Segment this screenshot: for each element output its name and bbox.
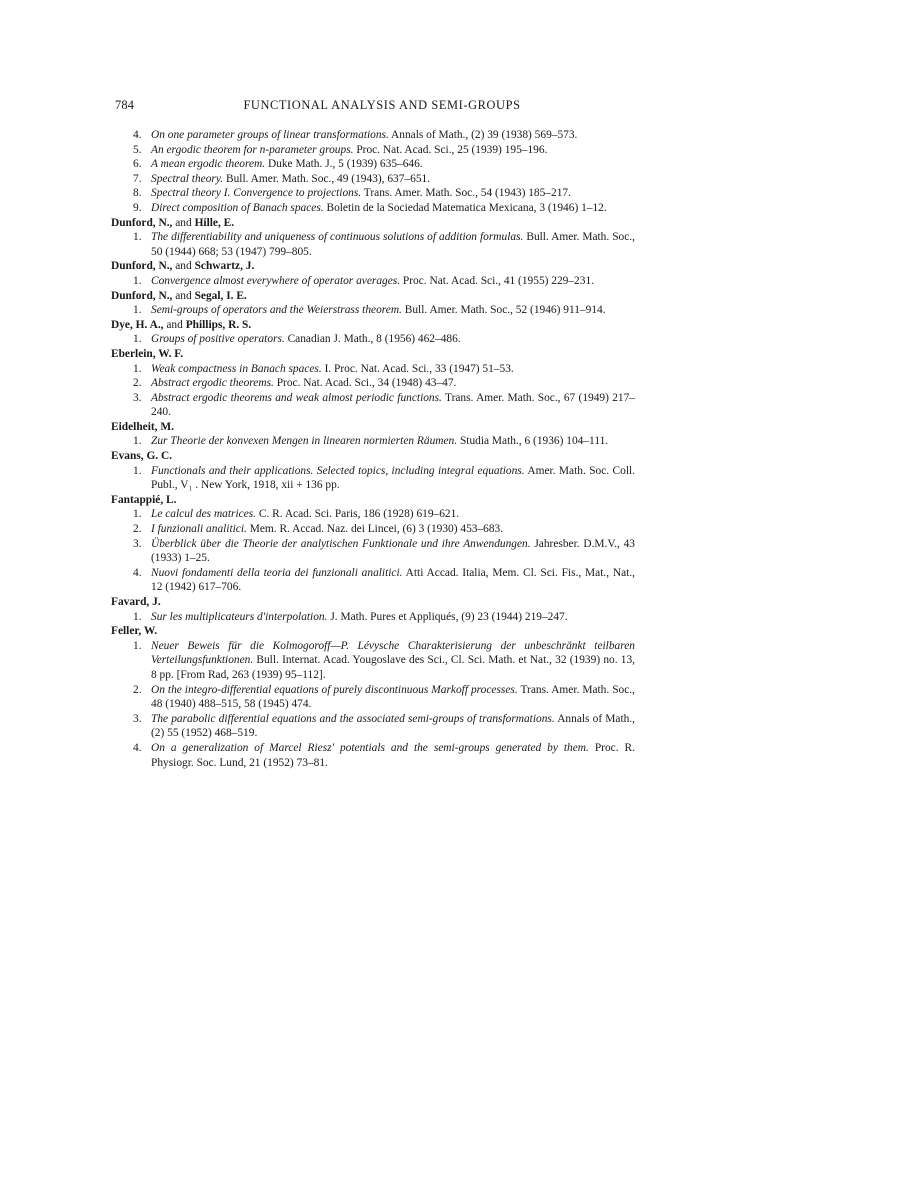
reference-details: I. Proc. Nat. Acad. Sci., 33 (1947) 51–53.	[321, 362, 514, 375]
author-block	[111, 595, 635, 624]
reference-number: 1.	[133, 508, 142, 521]
author-name: Dunford, N.,	[111, 260, 173, 273]
author-conjunction: and	[172, 216, 195, 229]
author-block	[111, 624, 635, 770]
reference-number: 2.	[133, 377, 142, 390]
author-list	[111, 216, 635, 771]
reference-entry	[111, 507, 635, 522]
page-number: 784	[115, 98, 135, 112]
author-heading	[111, 493, 635, 508]
reference-title: On a generalization of Marcel Riesz' potentials and the semi-groups generated by them.	[151, 741, 589, 754]
reference-number: 1.	[133, 464, 142, 477]
reference-number: 4.	[133, 129, 142, 141]
reference-details: Boletin de la Sociedad Matematica Mexicana, 3 (1946) 1–12.	[323, 201, 607, 214]
reference-details: Bull. Internat. Acad. Yougoslave des Sci., Cl. Sci. Math. et Nat., 32 (1939) no. 13, 8 pp. [From Rad, 263 (1939) 95–112].	[151, 654, 635, 681]
reference-title: Convergence almost everywhere of operator averages.	[151, 274, 401, 287]
reference-details: Proc. R. Physiogr. Soc. Lund, 21 (1952) 73–81.	[151, 741, 635, 769]
author-heading	[111, 624, 635, 639]
author-heading	[111, 259, 635, 274]
reference-details: Proc. Nat. Acad. Sci., 25 (1939) 195–196.	[353, 143, 548, 156]
reference-title: Spectral theory I. Convergence to projections.	[151, 187, 362, 200]
reference-details: Annals of Math., (2) 39 (1938) 569–573.	[388, 129, 578, 141]
reference-number: 1.	[133, 610, 142, 623]
author-name: Dye, H. A.,	[111, 318, 164, 331]
coauthor-name: Segal, I. E.	[194, 289, 247, 302]
reference-entry	[111, 639, 635, 683]
reference-number: 1.	[133, 435, 142, 448]
reference-title: Überblick über die Theorie der analytischen Funktionale und ihre Anwendungen.	[151, 537, 531, 550]
author-name: Evans, G. C.	[111, 450, 173, 463]
author-name: Dunford, N.,	[111, 289, 173, 302]
reference-title: Nuovi fondamenti della teoria dei funzionali analitici.	[151, 566, 403, 579]
reference-details: Proc. Nat. Acad. Sci., 34 (1948) 43–47.	[273, 377, 457, 390]
reference-details: Studia Math., 6 (1936) 104–111.	[457, 435, 609, 448]
author-conjunction: and	[163, 318, 186, 331]
author-block	[111, 259, 635, 288]
reference-title: Abstract ergodic theorems and weak almost periodic functions.	[151, 391, 442, 404]
reference-details: Bull. Amer. Math. Soc., 50 (1944) 668; 53 (1947) 799–805.	[151, 231, 635, 258]
author-block	[111, 216, 635, 260]
reference-entry	[111, 157, 635, 172]
reference-title: Zur Theorie der konvexen Mengen in linearen normierten Räumen.	[151, 435, 458, 448]
reference-title: The parabolic differential equations and the associated semi-groups of transformations.	[151, 712, 555, 725]
reference-entry	[111, 683, 635, 712]
reference-title: An ergodic theorem for n-parameter groups.	[151, 143, 354, 156]
running-head	[111, 98, 635, 116]
coauthor-name: Schwartz, J.	[194, 260, 255, 273]
author-block	[111, 318, 635, 347]
bibliography-page	[111, 98, 635, 770]
reference-entry	[111, 143, 635, 158]
reference-number: 5.	[133, 143, 142, 156]
reference-title: Sur les multiplicateurs d'interpolation.	[151, 610, 328, 623]
continued-entries	[111, 128, 635, 216]
reference-details: Jahresber. D.M.V., 43 (1933) 1–25.	[151, 537, 635, 565]
reference-details: Atti Accad. Italia, Mem. Cl. Sci. Fis., Mat., Nat., 12 (1942) 617–706.	[151, 566, 635, 594]
coauthor-name: Hille, E.	[194, 216, 235, 229]
reference-number: 2.	[133, 683, 142, 696]
author-name: Fantappié, L.	[111, 493, 177, 506]
reference-title: Spectral theory.	[151, 172, 224, 185]
reference-number: 1.	[133, 231, 142, 244]
reference-title: On the integro-differential equations of purely discontinuous Markoff processes.	[151, 683, 518, 696]
author-heading	[111, 216, 635, 231]
reference-title: Direct composition of Banach spaces.	[151, 201, 324, 214]
reference-entry	[111, 230, 635, 259]
reference-entry	[111, 332, 635, 347]
reference-number: 8.	[133, 187, 142, 200]
author-name: Eidelheit, M.	[111, 420, 174, 433]
reference-number: 1.	[133, 304, 142, 317]
author-name: Feller, W.	[111, 625, 158, 638]
reference-details: Mem. R. Accad. Naz. dei Lincei, (6) 3 (1930) 453–683.	[246, 523, 504, 536]
reference-details: Trans. Amer. Math. Soc., 48 (1940) 488–515, 58 (1945) 474.	[151, 683, 635, 711]
reference-title: Weak compactness in Banach spaces.	[151, 362, 322, 375]
author-heading	[111, 595, 635, 610]
reference-number: 3.	[133, 391, 142, 404]
coauthor-name: Phillips, R. S.	[185, 318, 252, 331]
reference-details: Trans. Amer. Math. Soc., 67 (1949) 217–240.	[151, 391, 635, 419]
reference-number: 1.	[133, 274, 142, 287]
reference-entry	[111, 303, 635, 318]
reference-entry	[111, 537, 635, 566]
author-block	[111, 347, 635, 420]
reference-entry	[111, 566, 635, 595]
reference-details: Bull. Amer. Math. Soc., 52 (1946) 911–914.	[401, 304, 606, 317]
running-title: FUNCTIONAL ANALYSIS AND SEMI-GROUPS	[243, 98, 521, 112]
reference-entry	[111, 376, 635, 391]
reference-details: Amer. Math. Soc. Coll. Publ., V₁ . New York, 1918, xii + 136 pp.	[151, 464, 635, 492]
reference-title: The differentiability and uniqueness of continuous solutions of addition formulas.	[151, 231, 524, 244]
author-heading	[111, 318, 635, 333]
author-block	[111, 289, 635, 318]
author-heading	[111, 347, 635, 362]
reference-entry	[111, 610, 635, 625]
reference-details: Canadian J. Math., 8 (1956) 462–486.	[284, 333, 461, 346]
reference-title: I funzionali analitici.	[151, 523, 247, 536]
reference-title: A mean ergodic theorem.	[151, 158, 266, 171]
author-conjunction: and	[172, 260, 195, 273]
author-heading	[111, 289, 635, 304]
reference-details: Bull. Amer. Math. Soc., 49 (1943), 637–651.	[223, 172, 431, 185]
reference-number: 7.	[133, 172, 142, 185]
author-block	[111, 449, 635, 493]
reference-title: Neuer Beweis für die Kolmogoroff—P. Lévysche Charakterisierung der unbeschränkt teilbaren Verteilungsfunktionen.	[151, 639, 635, 667]
reference-number: 4.	[133, 741, 142, 754]
author-block	[111, 420, 635, 449]
author-name: Favard, J.	[111, 596, 161, 608]
reference-title: Groups of positive operators.	[151, 333, 285, 346]
reference-number: 1.	[133, 333, 142, 346]
author-name: Dunford, N.,	[111, 216, 173, 229]
reference-title: Le calcul des matrices.	[151, 508, 257, 521]
reference-title: On one parameter groups of linear transformations.	[151, 129, 389, 141]
reference-number: 2.	[133, 523, 142, 536]
reference-details: J. Math. Pures et Appliqués, (9) 23 (1944) 219–247.	[327, 610, 568, 623]
author-heading	[111, 420, 635, 435]
reference-entry	[111, 741, 635, 770]
reference-entry	[111, 712, 635, 741]
reference-title: Functionals and their applications. Selected topics, including integral equations.	[151, 464, 525, 477]
reference-entry	[111, 391, 635, 420]
reference-details: Duke Math. J., 5 (1939) 635–646.	[265, 158, 423, 171]
reference-details: Trans. Amer. Math. Soc., 54 (1943) 185–217.	[361, 187, 571, 200]
reference-title: Abstract ergodic theorems.	[151, 377, 274, 390]
reference-title: Semi-groups of operators and the Weierstrass theorem.	[151, 304, 402, 317]
reference-number: 1.	[133, 362, 142, 375]
reference-number: 1.	[133, 639, 142, 652]
reference-entry	[111, 201, 635, 216]
reference-entry	[111, 128, 635, 143]
author-conjunction: and	[172, 289, 195, 302]
reference-entry	[111, 274, 635, 289]
reference-number: 6.	[133, 158, 142, 171]
author-block	[111, 493, 635, 595]
reference-entry	[111, 362, 635, 377]
reference-entry	[111, 522, 635, 537]
reference-details: Annals of Math., (2) 55 (1952) 468–519.	[151, 712, 635, 740]
reference-entry	[111, 186, 635, 201]
reference-entry	[111, 464, 635, 493]
reference-details: C. R. Acad. Sci. Paris, 186 (1928) 619–621.	[256, 508, 460, 521]
reference-entry	[111, 434, 635, 449]
reference-number: 3.	[133, 712, 142, 725]
author-heading	[111, 449, 635, 464]
reference-number: 9.	[133, 201, 142, 214]
reference-number: 3.	[133, 537, 142, 550]
reference-number: 4.	[133, 566, 142, 579]
reference-details: Proc. Nat. Acad. Sci., 41 (1955) 229–231.	[400, 274, 594, 287]
reference-entry	[111, 172, 635, 187]
author-name: Eberlein, W. F.	[111, 347, 184, 360]
